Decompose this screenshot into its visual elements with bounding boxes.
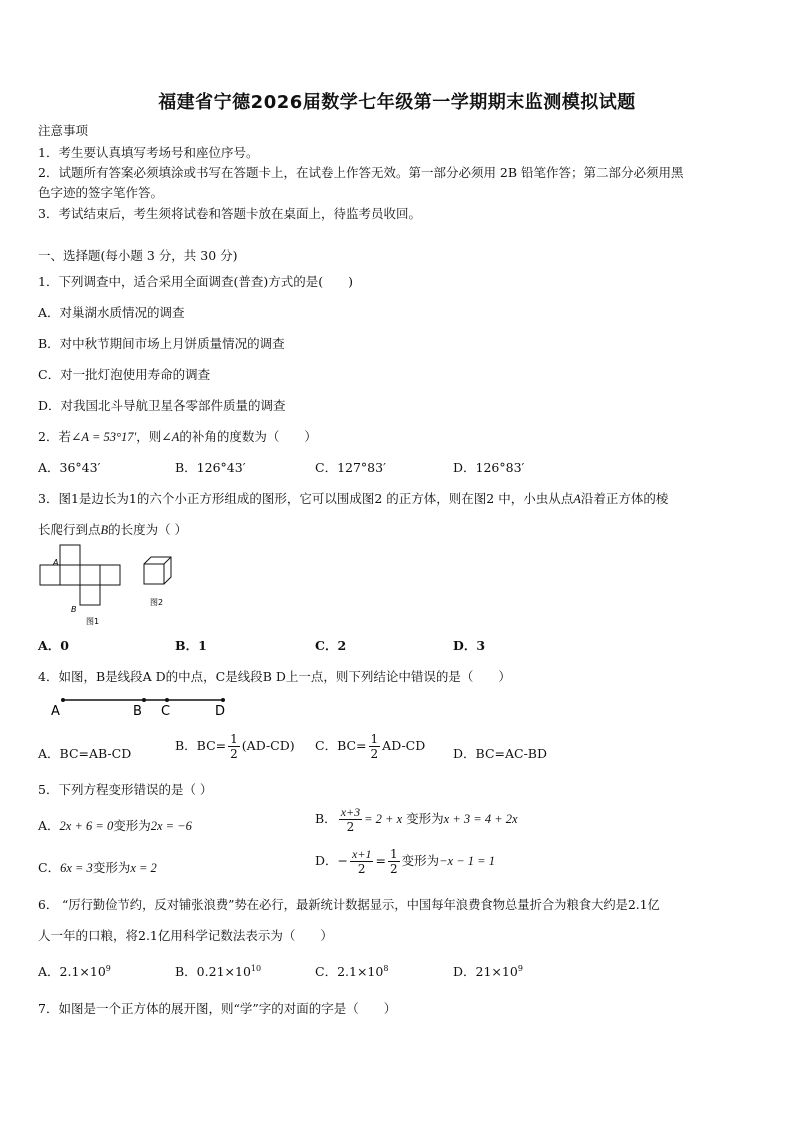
q1-option-b: B．对中秋节期间市场上月饼质量情况的调查 <box>38 336 285 351</box>
q2-option-c: C．127°83′ <box>315 460 386 475</box>
q5-option-b <box>315 806 518 833</box>
notice-item-1: 1．考生要认真填写考场号和座位序号。 <box>38 145 259 160</box>
q4-option-b-post: (AD-CD) <box>241 738 295 753</box>
q5-option-a <box>38 816 192 834</box>
q4-label-d: D <box>215 704 226 718</box>
fraction-denominator: 2 <box>357 862 366 876</box>
q5-option-a-eq1: 2x + 6 = 0 <box>59 819 114 833</box>
q3-line1-post: 沿着正方体的棱 <box>580 491 669 506</box>
q5-option-d-fraction1 <box>350 848 373 875</box>
q3-option-a: A．0 <box>38 638 69 653</box>
fraction-numerator: x+1 <box>352 847 372 861</box>
q6-option-b-exponent: 10 <box>250 963 262 973</box>
q4-option-c-fraction <box>369 733 381 760</box>
q5-option-c-word: 变形为 <box>92 860 131 875</box>
q1-option-c: C．对一批灯泡使用寿命的调查 <box>38 367 211 382</box>
section-heading: 一、选择题(每小题 3 分，共 30 分) <box>38 248 238 263</box>
q3-point-b: B <box>100 523 109 537</box>
q4-option-a: A．BC=AB-CD <box>38 746 132 761</box>
q3-line2-post: 的长度为（ ） <box>108 522 188 537</box>
q5-option-d-eq2: −x − 1 = 1 <box>439 854 495 868</box>
q5-option-c-label: C． <box>38 860 61 875</box>
q5-option-d-label: D． <box>315 853 338 868</box>
q4-option-d: D．BC=AC-BD <box>453 746 548 761</box>
q5-option-a-label: A． <box>38 818 60 833</box>
q6-option-a-exponent: 9 <box>105 963 111 973</box>
q2-option-d: D．126°83′ <box>453 460 525 475</box>
fraction-denominator: 2 <box>370 747 379 761</box>
notice-item-3: 3．考试结束后，考生须将试卷和答题卡放在桌面上，待监考员收回。 <box>38 206 421 221</box>
q5-option-b-word: 变形为 <box>406 811 444 826</box>
q5-option-c-eq2: x = 2 <box>130 861 157 875</box>
q4-label-c: C <box>161 704 171 718</box>
q2-angle-equation: ∠A = 53°17′ <box>70 430 137 444</box>
q4-point-d-dot <box>221 698 225 702</box>
q3-fig1-caption: 图1 <box>86 617 100 626</box>
q3-fig-label-a: A <box>53 558 59 567</box>
notice-item-2-cont: 色字迹的签字笔作答。 <box>38 185 164 200</box>
q5-option-d-eq: = <box>375 853 386 868</box>
q3-fig2-caption: 图2 <box>150 598 164 607</box>
q3-stem-line2 <box>38 520 187 538</box>
fraction-denominator: 2 <box>346 820 355 834</box>
q6-stem-line1: 6． “厉行勤俭节约，反对铺张浪费”势在必行，最新统计数据显示，中国每年浪费食物总量折合为粮食大约是2.1亿 <box>38 898 660 912</box>
q3-option-c: C．2 <box>315 638 347 653</box>
q1-option-a: A．对巢湖水质情况的调查 <box>38 305 185 320</box>
q5-option-d <box>315 848 495 875</box>
q5-option-c-eq1: 6x = 3 <box>60 861 93 875</box>
fraction-numerator: x+3 <box>340 805 361 819</box>
q1-stem: 1．下列调查中，适合采用全面调查(普查)方式的是( ) <box>38 274 353 289</box>
fraction-numerator: 1 <box>370 732 379 746</box>
q3-figure2-cube <box>144 557 171 584</box>
notice-item-2: 2．试题所有答案必须填涂或书写在答题卡上，在试卷上作答无效。第一部分必须用 2B 铅笔作答；第二部分必须用黑 <box>38 165 684 180</box>
q2-stem <box>38 427 317 445</box>
q2-stem-mid: ，则 <box>136 429 162 444</box>
q4-option-b-pre: B．BC= <box>175 738 227 753</box>
q3-figures <box>34 542 184 630</box>
q6-option-c-exponent: 8 <box>383 963 389 973</box>
q6-option-b <box>175 962 261 980</box>
q6-stem-line2: 人一年的口粮，将2.1亿用科学记数法表示为（ ） <box>38 928 333 943</box>
q6-option-b-base: B．0.21×10 <box>175 964 251 979</box>
q6-option-c <box>315 962 388 980</box>
q5-option-b-eq2: x + 3 = 4 + 2x <box>443 812 518 826</box>
q5-option-a-word: 变形为 <box>113 818 151 833</box>
q4-point-a-dot <box>61 698 65 702</box>
q3-option-b: B．1 <box>175 638 207 653</box>
q2-option-b: B．126°43′ <box>175 460 246 475</box>
q4-option-c-post: AD-CD <box>382 738 426 753</box>
q4-option-b <box>175 733 295 760</box>
q4-option-c-pre: C．BC= <box>315 738 367 753</box>
q5-option-d-minus: − <box>337 853 349 868</box>
q6-option-a <box>38 962 111 980</box>
q3-line1-pre: 3．图1是边长为1的六个小正方形组成的图形，它可以围成图2 的正方体，则在图2 中，小虫从点 <box>38 491 574 506</box>
q4-label-b: B <box>133 704 142 718</box>
q4-option-b-fraction <box>228 733 240 760</box>
q2-stem-post: 的补角的度数为（ ） <box>179 429 317 444</box>
q3-point-a: A <box>573 492 581 506</box>
q5-option-b-label: B． <box>315 811 337 826</box>
q4-option-c <box>315 733 425 760</box>
q1-option-d: D．对我国北斗导航卫星各零部件质量的调查 <box>38 398 286 413</box>
q5-option-d-fraction2 <box>388 848 400 875</box>
q5-option-a-eq2: 2x = −6 <box>150 819 192 833</box>
q3-figure1-net <box>40 545 120 605</box>
fraction-numerator: 1 <box>230 732 238 746</box>
fraction-denominator: 2 <box>230 747 238 761</box>
q6-option-c-base: C．2.1×10 <box>315 964 384 979</box>
q5-option-c <box>38 858 157 876</box>
q2-angle: ∠A <box>161 430 180 444</box>
q3-stem-line1 <box>38 489 668 507</box>
q2-stem-pre: 2．若 <box>38 429 71 444</box>
q7-stem: 7．如图是一个正方体的展开图，则“学”字的对面的字是（ ） <box>38 1001 397 1016</box>
q3-line2-pre: 长爬行到点 <box>38 522 101 537</box>
q6-option-d-base: D．21×10 <box>453 964 518 979</box>
q3-option-d: D．3 <box>453 638 486 653</box>
q4-point-b-dot <box>142 698 146 702</box>
q5-option-b-fraction <box>339 806 362 833</box>
q6-option-d-exponent: 9 <box>517 963 523 973</box>
q6-option-a-base: A．2.1×10 <box>38 964 106 979</box>
q4-point-c-dot <box>165 698 169 702</box>
q5-option-d-word: 变形为 <box>401 853 440 868</box>
q5-option-b-rest: = 2 + x <box>364 812 403 826</box>
page-title: 福建省宁德2026届数学七年级第一学期期末监测模拟试题 <box>158 92 636 113</box>
q2-option-a: A．36°43′ <box>38 460 101 475</box>
q5-stem: 5．下列方程变形错误的是（ ） <box>38 782 213 797</box>
q4-label-a: A <box>51 704 60 718</box>
fraction-denominator: 2 <box>389 862 398 876</box>
notice-heading: 注意事项 <box>38 123 89 138</box>
q3-fig-label-b: B <box>71 605 77 614</box>
q4-segment-figure <box>44 692 244 718</box>
q4-stem: 4．如图，B是线段A D的中点，C是线段B D上一点，则下列结论中错误的是（ ） <box>38 669 511 684</box>
fraction-numerator: 1 <box>389 847 398 861</box>
q6-option-d <box>453 962 523 980</box>
